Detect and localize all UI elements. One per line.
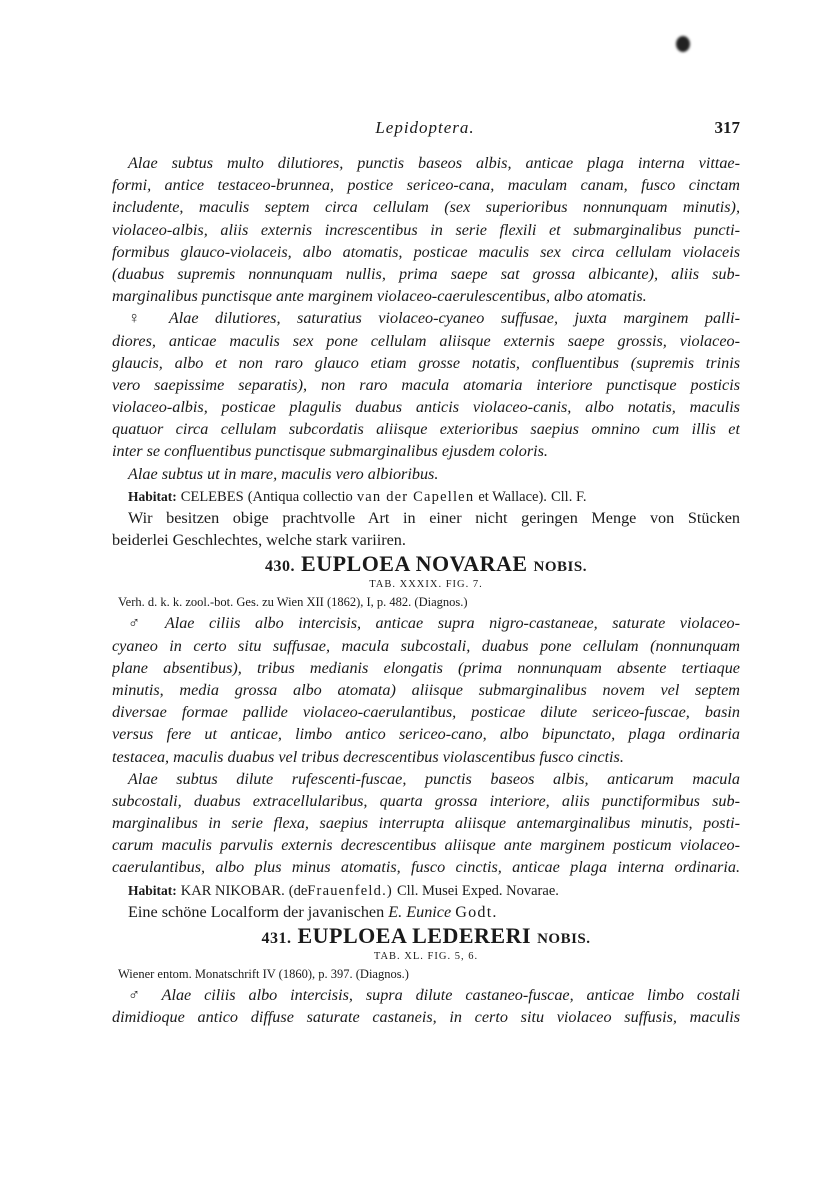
- para2-line: inter se confluentibus punctisque submarginalibus ejusdem coloris.: [112, 442, 548, 461]
- para2-line: glaucis, albo et non raro glauco etiam grosse notatis, confluentibus (supremis trinis: [112, 353, 740, 372]
- habitat-collector: Frauenfeld.): [307, 882, 393, 899]
- german1-line: beiderlei Geschlechtes, welche stark variiren.: [112, 531, 406, 550]
- para5-line: caerulantibus, albo plus minus atomatis, fusco cinctis, anticae plaga interna ordinaria.: [112, 858, 740, 877]
- german2-line: [112, 901, 740, 923]
- para1-line: includente, maculis septem circa cellulam (sex superioribus nonnunquam minutis),: [112, 198, 740, 217]
- ink-spot: [676, 36, 690, 52]
- para2-line: vero saepissime separatis), non raro macula atomaria interiore punctisque posticis: [112, 375, 740, 394]
- para6-first-line: [112, 984, 740, 1006]
- species-author: NOBIS.: [533, 559, 587, 576]
- para5-line: subcostali, duabus extracellularibus, quarta grossa interiore, aliis punctiformibus sub-: [112, 791, 740, 810]
- species-430-reference: Verh. d. k. k. zool.-bot. Ges. zu Wien XII (1862), I, p. 482. (Diagnos.): [118, 595, 468, 610]
- para4-line: cyaneo in certo situ suffusae, macula subcostali, duabus pone cellulam (nonnunquam: [112, 636, 740, 655]
- para2-first-line: [112, 307, 740, 329]
- species-number: 430.: [265, 558, 296, 576]
- male-symbol: ♂: [128, 986, 149, 1004]
- para5-line: Alae subtus dilute rufescenti-fuscae, punctis baseos albis, anticarum macula: [128, 769, 740, 788]
- habitat-location: KAR NIKOBAR.: [180, 882, 285, 899]
- para5-line: marginalibus in serie flexa, saepius interrupta aliisque antemarginalibus minutis, posti-: [112, 814, 740, 833]
- para4-line: diversae formae pallide violaceo-caerulantibus, posticae dilute sericeo-fuscae, basin: [112, 703, 740, 722]
- habitat-label: Habitat:: [128, 488, 177, 504]
- habitat-note-end: et Wallace).: [478, 488, 547, 505]
- habitat-line-2: [112, 879, 740, 901]
- habitat-note: (de: [288, 882, 308, 899]
- german1-line: Wir besitzen obige prachtvolle Art in einer nicht geringen Menge von Stücken: [128, 509, 740, 527]
- para2-line: quatuor circa cellulam subcordatis aliisque exterioribus saepius omnino cum illis et: [112, 420, 740, 439]
- para2-line: Alae dilutiores, saturatius violaceo-cyaneo suffusae, juxta marginem palli-: [168, 309, 740, 328]
- para3-line: Alae subtus ut in mare, maculis vero albioribus.: [128, 464, 439, 483]
- running-header: [110, 118, 740, 140]
- species-name: EUPLOEA NOVARAE: [301, 551, 528, 577]
- para2-line: diores, anticae maculis sex pone cellulam aliisque externis saepe grossis, violaceo-: [112, 331, 740, 350]
- german2-species: E. Eunice: [388, 902, 452, 921]
- species-430-heading: [112, 551, 740, 577]
- habitat-label: Habitat:: [128, 882, 177, 898]
- para6-line: dimidioque antico diffuse saturate castaneis, in certo situ violaceo suffusis, maculis: [112, 1008, 740, 1027]
- para1-line: formi, antice testaceo-brunnea, postice sericeo-cana, maculam canam, fusco cinctam: [112, 176, 740, 195]
- para1-line: (duabus supremis nonnunquam nullis, prima saepe sat grossa albicante), aliis sub-: [112, 264, 740, 283]
- species-430-plate: TAB. XXXIX. FIG. 7.: [369, 579, 483, 591]
- para4-first-line: [112, 612, 740, 634]
- species-name: EUPLOEA LEDERERI: [297, 923, 532, 948]
- species-431-plate: TAB. XL. FIG. 5, 6.: [373, 951, 479, 962]
- para1-line: Alae subtus multo dilutiores, punctis baseos albis, anticae plaga interna vittae-: [128, 154, 740, 172]
- para1-line: formibus glauco-violaceis, albo atomatis, posticae maculis sex circa cellulam violaceis: [112, 242, 740, 261]
- habitat-note: (Antiqua collectio: [247, 488, 353, 505]
- male-symbol: ♂: [128, 614, 151, 633]
- habitat-location: CELEBES: [180, 488, 244, 505]
- species-number: 431.: [261, 930, 292, 947]
- para1-line: violaceo-albis, aliis externis increscentibus in serie flexili et submarginalibus puncti-: [112, 220, 740, 239]
- para4-line: minutis, media grossa albo atomata) aliisque submarginalibus novem vel septem: [112, 680, 740, 699]
- habitat-collection: Cll. Musei Exped. Novarae.: [397, 882, 559, 899]
- german2-author: Godt.: [455, 902, 498, 921]
- para4-line: versus fere ut anticae, limbo antico sericeo-cano, albo bipunctato, plaga ordinaria: [112, 725, 740, 744]
- para4-line: plane absentibus), tribus medianis elongatis (prima nonnunquam absente tertiaque: [112, 658, 740, 677]
- german2-text: Eine schöne Localform der javanischen: [128, 902, 385, 921]
- para4-line: Alae ciliis albo intercisis, anticae supra nigro-castaneae, saturate violaceo-: [164, 614, 740, 633]
- habitat-line-1: [112, 485, 740, 507]
- para1-line: marginalibus punctisque ante marginem violaceo-caerulescentibus, albo atomatis.: [112, 287, 647, 306]
- header-title: Lepidoptera.: [375, 118, 475, 137]
- female-symbol: ♀: [128, 309, 153, 328]
- para5-line: carum maculis parvulis externis decrescentibus aliisque ante marginem posticum violaceo-: [112, 836, 740, 855]
- para4-line: testacea, maculis duabus vel tribus decrescentibus violascentibus fusco cinctis.: [112, 747, 624, 766]
- para2-line: violaceo-albis, posticae plagulis duabus anticis violaceo-canis, albo notatis, maculis: [112, 398, 740, 417]
- page-number: 317: [714, 118, 740, 137]
- habitat-collector: van der Capellen: [356, 488, 475, 505]
- species-431-heading: [112, 923, 740, 949]
- habitat-collection: Cll. F.: [550, 488, 587, 505]
- species-author: NOBIS.: [537, 931, 591, 947]
- para6-line: Alae ciliis albo intercisis, supra dilute castaneo-fuscae, anticae limbo costali: [161, 986, 740, 1004]
- page-body: [112, 152, 740, 1028]
- species-431-reference: Wiener entom. Monatschrift IV (1860), p. 397. (Diagnos.): [118, 967, 409, 981]
